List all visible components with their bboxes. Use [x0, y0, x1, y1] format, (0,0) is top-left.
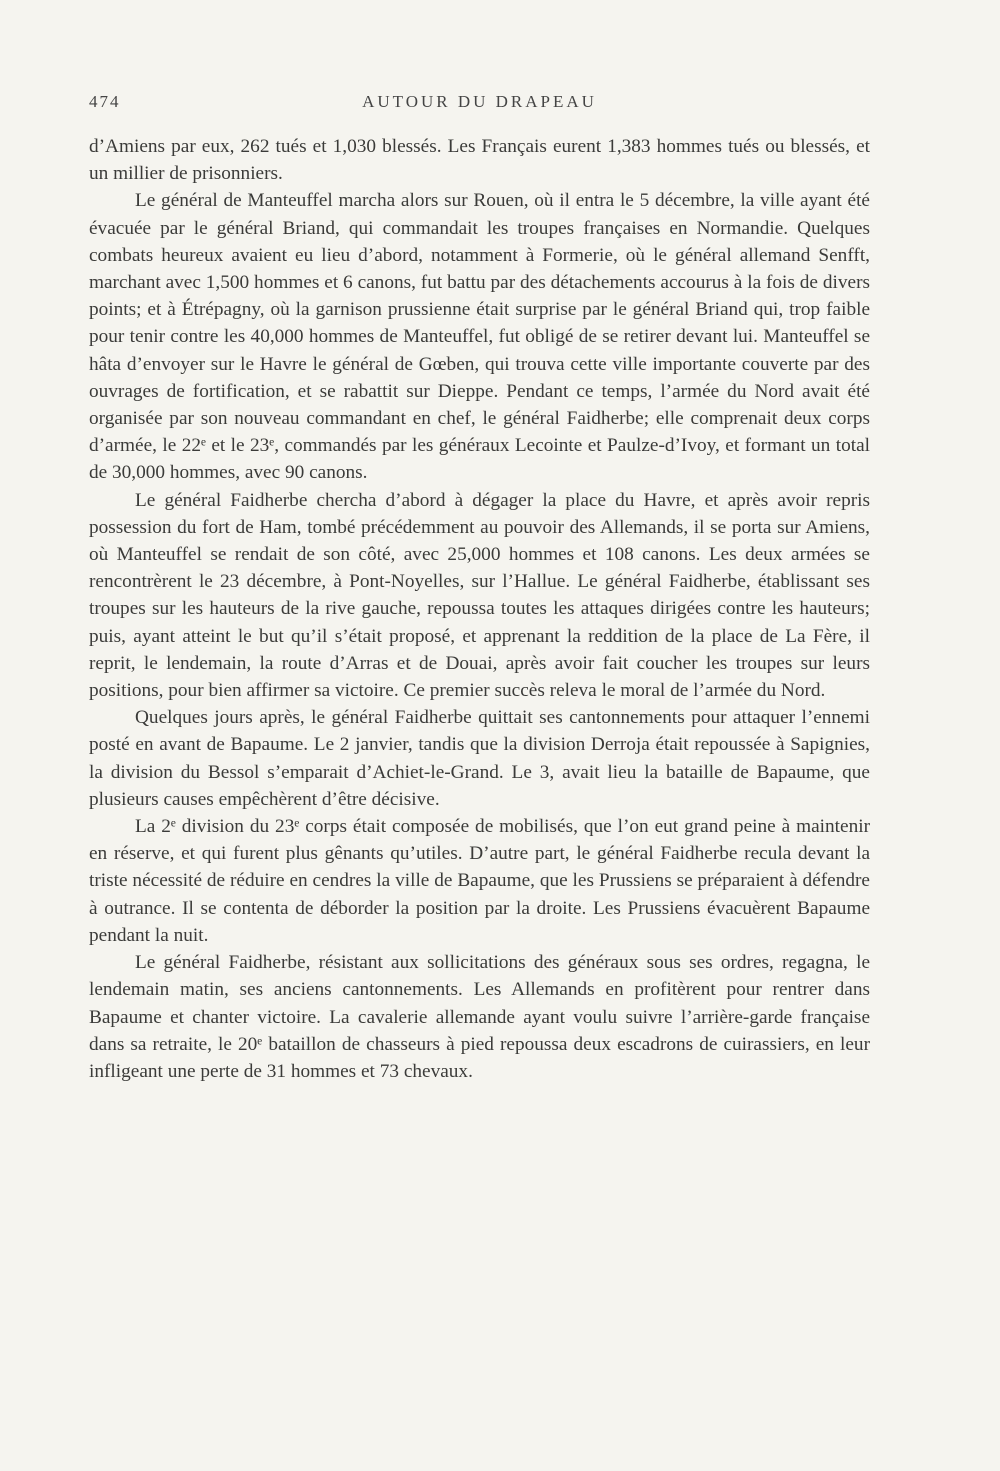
paragraph-continuation: d’Amiens par eux, 262 tués et 1,030 blessés. Les Français eurent 1,383 hommes tués ou blessés, et un millier de prisonniers.: [89, 136, 870, 185]
page-number: 474: [89, 92, 121, 111]
paragraph-pont-noyelles: Le général Faidherbe chercha d’abord à dégager la place du Havre, et après avoir repris possession du fort de Ham, tombé précédemment au pouvoir des Allemands, il se porta sur Amiens, où Manteuffel se rendait de son côté, avec 25,000 hommes et 108 canons. Les deux armées se rencontrèrent le 23 décembre, à Pont-Noyelles, sur l’Hallue. Le général Faidherbe, établissant ses troupes sur les hauteurs de la rive gauche, repoussa toutes les attaques dirigées contre les hauteurs; puis, ayant atteint le but qu’il s’était proposé, et apprenant la reddition de la place de La Fère, il reprit, le lendemain, la route d’Arras et de Douai, après avoir fait coucher les troupes sur leurs positions, pour bien affirmer sa victoire. Ce premier succès releva le moral de l’armée du Nord.: [89, 489, 870, 702]
paragraph-bapaume-battle: Quelques jours après, le général Faidherbe quittait ses cantonnements pour attaquer l’ennemi posté en avant de Bapaume. Le 2 janvier, tandis que la division Derroja était repoussée à Sapignies, la division du Bessol s’emparait d’Achiet-le-Grand. Le 3, avait lieu la bataille de Bapaume, que plusieurs causes empêchèrent d’être décisive.: [89, 707, 870, 810]
paragraph-manteuffel-rouen: Le général de Manteuffel marcha alors sur Rouen, où il entra le 5 décembre, la ville ayant été évacuée par le général Briand, qui commandait les troupes françaises en Normandie. Quelques combats heureux avaient eu lieu d’abord, notamment à Formerie, où le général allemand Senfft, marchant avec 1,500 hommes et 6 canons, fut battu par des détachements accourus à la fois de divers points; et à Étrépagny, où la garnison prussienne était surprise par le général Briand qui, trop faible pour tenir contre les 40,000 hommes de Manteuffel, fut obligé de se retirer devant lui. Manteuffel se hâta d’envoyer sur le Havre le général de Gœben, qui trouva cette ville importante couverte par des ouvrages de fortification, et se rabattit sur Dieppe. Pendant ce temps, l’armée du Nord avait été organisée par son nouveau commandant en chef, le général Faidherbe; elle comprenait deux corps d’armée, le 22ᵉ et le 23ᵉ, commandés par les généraux Lecointe et Paulze-d’Ivoy, et formant un total de 30,000 hommes, avec 90 canons.: [89, 190, 870, 484]
paragraph-retreat: Le général Faidherbe, résistant aux sollicitations des généraux sous ses ordres, regagna, le lendemain matin, ses anciens cantonnements. Les Allemands en profitèrent pour rentrer dans Bapaume et chanter victoire. La cavalerie allemande ayant voulu suivre l’arrière-garde française dans sa retraite, le 20ᵉ bataillon de chasseurs à pied repoussa deux escadrons de cuirassiers, en leur infligeant une perte de 31 hommes et 73 chevaux.: [89, 952, 870, 1082]
body-text: [89, 133, 870, 1085]
running-head: [89, 92, 870, 118]
running-title: AUTOUR DU DRAPEAU: [362, 92, 597, 111]
paragraph-mobilises: La 2ᵉ division du 23ᵉ corps était composée de mobilisés, que l’on eut grand peine à maintenir en réserve, et qui furent plus gênants qu’utiles. D’autre part, le général Faidherbe recula devant la triste nécessité de réduire en cendres la ville de Bapaume, que les Prussiens se préparaient à défendre à outrance. Il se contenta de déborder la position par la droite. Les Prussiens évacuèrent Bapaume pendant la nuit.: [89, 816, 870, 946]
